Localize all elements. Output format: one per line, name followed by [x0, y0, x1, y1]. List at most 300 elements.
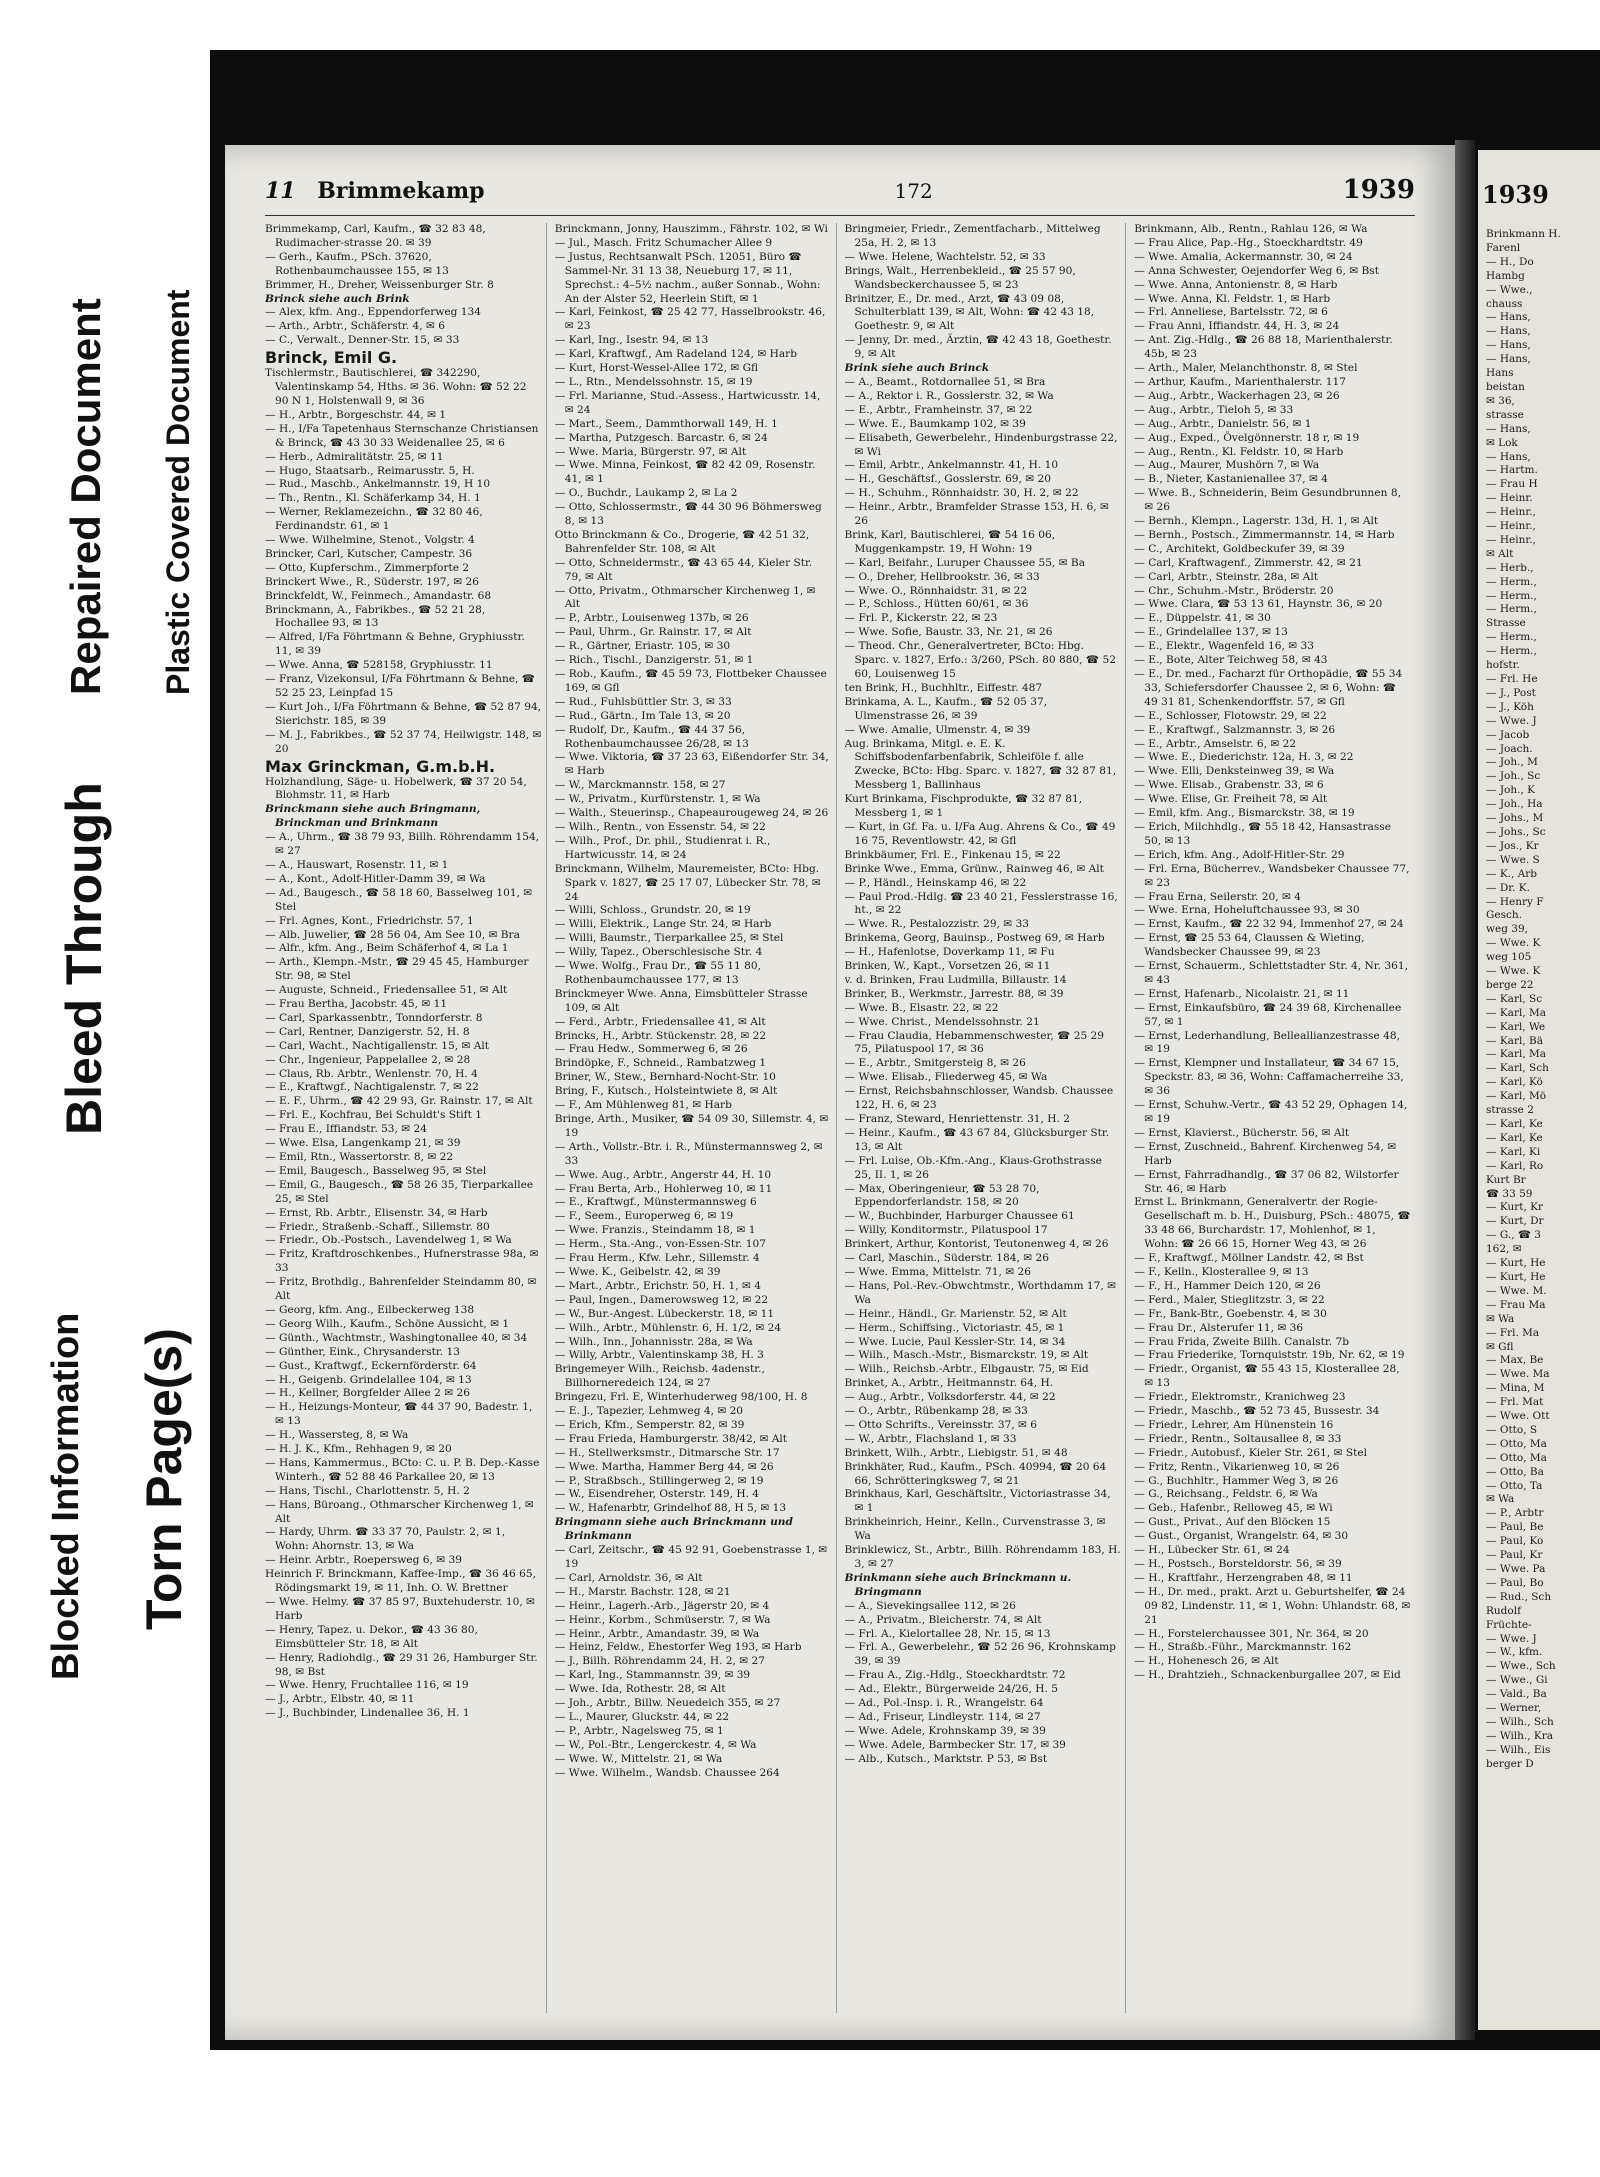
facing-page-entry: — Otto, Ma: [1486, 1451, 1547, 1464]
facing-page-entry: — K., Arb: [1486, 867, 1538, 880]
directory-entry: — Wwe. Christ., Mendelssohnstr. 21: [844, 1015, 1040, 1028]
directory-entry: — H., Geschäftsf., Gosslerstr. 69, ✉ 20: [844, 473, 1052, 486]
directory-entry: — Wwe. Emma, Mittelstr. 71, ✉ 26: [844, 1265, 1031, 1278]
directory-entry: — Frl. A., Kielortallee 28, Nr. 15, ✉ 13: [844, 1627, 1051, 1640]
facing-page-entry: Hambg: [1486, 269, 1525, 282]
directory-entry: — W., Privatm., Kurfürstenstr. 1, ✉ Wa: [554, 793, 761, 806]
directory-entry: — Erich, Kfm., Semperstr. 82, ✉ 39: [554, 1418, 745, 1431]
directory-entry: — Willy, Arbtr., Valentinskamp 38, H. 3: [554, 1349, 764, 1362]
directory-entry: — E., Elektr., Wagenfeld 16, ✉ 33: [1134, 640, 1314, 653]
directory-entry: — Friedr., Organist, ☎ 55 43 15, Klosterallee 28, ✉ 13: [1134, 1363, 1400, 1390]
directory-entry: — Wwe. Erna, Hoheluftchaussee 93, ✉ 30: [1134, 904, 1360, 917]
facing-page-entry: Strasse: [1486, 617, 1526, 630]
facing-page-entry: — Otto, Ba: [1486, 1465, 1544, 1478]
directory-entry: — Gust., Privat., Auf den Blöcken 15: [1134, 1516, 1331, 1529]
facing-page-entry: beistan: [1486, 380, 1525, 393]
directory-entry: — Erich, kfm. Ang., Adolf-Hitler-Str. 29: [1134, 848, 1345, 861]
directory-entry: — Wwe. Wolfg., Frau Dr., ☎ 55 11 80, Rothenbaumchaussee 177, ✉ 13: [554, 960, 761, 986]
directory-entry: — Wwe. Clara, ☎ 53 13 61, Haynstr. 36, ✉ 20: [1134, 598, 1383, 611]
directory-entry: — Rudolf, Dr., Kaufm., ☎ 44 37 56, Rothenbaumchaussee 26/28, ✉ 13: [554, 723, 749, 750]
facing-page-entry: ✉ Alt: [1486, 547, 1514, 560]
facing-page-entry: — Heinr.: [1486, 492, 1533, 505]
directory-entry: — Frau E., Iffiandstr. 53, ✉ 24: [265, 1123, 428, 1136]
facing-page-entry: — Wwe. Ott: [1486, 1410, 1550, 1423]
directory-entry: — Walth., Steuerinsp., Chapeaurougeweg 24, ✉ 26: [554, 807, 829, 820]
directory-entry: — Ferd., Maler, Stieglitzstr. 3, ✉ 22: [1134, 1293, 1325, 1306]
directory-entry: Bringmann siehe auch Brinckmann und Brinkmann: [554, 1516, 793, 1543]
directory-entry: — Arthur, Kaufm., Marienthalerstr. 117: [1134, 375, 1346, 388]
directory-entry: — B., Nieter, Kastanienallee 37, ✉ 4: [1134, 473, 1328, 486]
directory-entry: — Carl, Wacht., Nachtigallenstr. 15, ✉ Alt: [265, 1039, 490, 1052]
section-name: Brimmekamp: [317, 178, 485, 204]
facing-page-entry: — Paul, Kr: [1486, 1549, 1543, 1562]
directory-entry: — Aug., Arbtr., Tieloh 5, ✉ 33: [1134, 403, 1294, 416]
directory-entry: Brinkert, Arthur, Kontorist, Teutonenweg 4, ✉ 26: [844, 1238, 1109, 1251]
directory-entry: — Chr., Schuhm.-Mstr., Bröderstr. 20: [1134, 584, 1334, 597]
directory-entry: — Frau A., Zig.-Hdlg., Stoeckhardtstr. 72: [844, 1669, 1066, 1682]
directory-entry: — Alb., Kutsch., Marktstr. P 53, ✉ Bst: [844, 1752, 1048, 1765]
directory-entry: — Heinr., Korbm., Schmüserstr. 7, ✉ Wa: [554, 1613, 771, 1626]
facing-page-entry: — Wwe. K: [1486, 965, 1541, 978]
facing-page-entry: — Kurt, He: [1486, 1270, 1546, 1283]
facing-page-entry: — Karl, We: [1486, 1020, 1546, 1033]
directory-entry: — Wwe. Elise, Gr. Freiheit 78, ✉ Alt: [1134, 793, 1328, 806]
facing-page-entry: — Heinr.,: [1486, 506, 1536, 519]
directory-entry: — Carl, Sparkassenbtr., Tonndorferstr. 8: [265, 1011, 483, 1024]
directory-entry: Kurt Brinkama, Fischprodukte, ☎ 32 87 81, Messberg 1, ✉ 1: [844, 793, 1083, 820]
facing-page-entry: — Wwe. M.: [1486, 1284, 1547, 1297]
facing-page-entry: — Wwe. K: [1486, 937, 1541, 950]
facing-page-entry: — Karl, Ma: [1486, 1048, 1547, 1061]
directory-entry: — W., Pol.-Btr., Lengerckestr. 4, ✉ Wa: [554, 1738, 757, 1751]
directory-entry: — E., Düppelstr. 41, ✉ 30: [1134, 612, 1271, 625]
directory-entry: — Karl, Beifahr., Luruper Chaussee 55, ✉ Ba: [844, 556, 1086, 569]
directory-entry: — Otto Schrifts., Vereinsstr. 37, ✉ 6: [844, 1418, 1038, 1431]
directory-entry: Brinket, A., Arbtr., Heitmannstr. 64, H.: [844, 1377, 1054, 1390]
directory-entry: — H., Straßb.-Führ., Marckmannstr. 162: [1134, 1641, 1352, 1654]
directory-entry: — Werner, Reklamezeichn., ☎ 32 80 46, Ferdinandstr. 61, ✉ 1: [265, 506, 483, 533]
directory-entry: — C., Verwalt., Denner-Str. 15, ✉ 33: [265, 334, 460, 347]
directory-entry: — Wwe. Adele, Krohnskamp 39, ✉ 39: [844, 1724, 1046, 1737]
directory-entry: — Bernh., Klempn., Lagerstr. 13d, H. 1, ✉ Alt: [1134, 515, 1379, 528]
facing-page-entry: — Karl, Ke: [1486, 1118, 1543, 1130]
facing-page-entry: Rudolf: [1486, 1604, 1521, 1617]
directory-entry: — Ad., Pol.-Insp. i. R., Wrangelstr. 64: [844, 1697, 1044, 1710]
directory-entry: — Rud., Fuhlsbüttler Str. 3, ✉ 33: [554, 695, 732, 708]
directory-entry: — Wwe. Elisab., Fliederweg 45, ✉ Wa: [844, 1071, 1048, 1084]
directory-entry: — Aug., Rentn., Kl. Feldstr. 10, ✉ Harb: [1134, 445, 1344, 458]
directory-entry: — J., Arbtr., Elbstr. 40, ✉ 11: [265, 1693, 415, 1706]
directory-entry: — Mart., Seem., Dammthorwall 149, H. 1: [554, 417, 778, 430]
directory-entry: — A., Hauswart, Rosenstr. 11, ✉ 1: [265, 858, 449, 871]
directory-entry: — Frl. Erna, Bücherrev., Wandsbeker Chaussee 77, ✉ 23: [1134, 862, 1410, 889]
directory-entry: — Aug., Exped., Övelgönnerstr. 18 r, ✉ 19: [1134, 431, 1360, 444]
directory-entry: — Wwe. R., Pestalozzistr. 29, ✉ 33: [844, 918, 1030, 931]
directory-entry: — Ernst, Klavierst., Bücherstr. 56, ✉ Alt: [1134, 1126, 1350, 1139]
directory-entry: — E., Arbtr., Framheinstr. 37, ✉ 22: [844, 403, 1033, 416]
directory-entry: — Auguste, Schneid., Friedensallee 51, ✉ Alt: [265, 984, 508, 997]
directory-entry: — Wwe. O., Rönnhaidstr. 31, ✉ 22: [844, 584, 1028, 597]
facing-page-entry: — Karl, Ma: [1486, 1006, 1547, 1019]
directory-entry: — Wwe. Henry, Fruchtallee 116, ✉ 19: [265, 1679, 469, 1692]
facing-page-column: [1486, 228, 1600, 1772]
directory-entry: Brincks, H., Arbtr. Stückenstr. 28, ✉ 22: [554, 1029, 767, 1042]
directory-entry: — Hans, Pol.-Rev.-Obwchtmstr., Worthdamm 17, ✉ Wa: [844, 1279, 1116, 1306]
facing-page-entry: — Otto, S: [1486, 1423, 1538, 1436]
directory-entry: — Rob., Kaufm., ☎ 45 59 73, Flottbeker Chaussee 169, ✉ Gfl: [554, 668, 827, 694]
facing-page-entry: — Otto, Ma: [1486, 1437, 1547, 1450]
directory-entry: — Frl. P., Kickerstr. 22, ✉ 23: [844, 612, 998, 625]
directory-entry: — E., Dr. med., Facharzt für Orthopädie, ☎ 55 34 33, Schiefersdorfer Chaussee 2, ✉ 6, Wohn: ☎ 49 31 81, Schenkendorffstr. 57, ✉ Gfl: [1134, 668, 1403, 708]
directory-entry: — Fr., Bank-Btr., Goebenstr. 4, ✉ 30: [1134, 1307, 1327, 1320]
directory-entry: — Jenny, Dr. med., Ärztin, ☎ 42 43 18, Goethestr. 9, ✉ Alt: [844, 334, 1112, 361]
directory-entry: Brinker, B., Werkmstr., Jarrestr. 88, ✉ 39: [844, 987, 1064, 1000]
directory-entry: — J., Billh. Röhrendamm 24, H. 2, ✉ 27: [554, 1655, 766, 1668]
facing-page-entry: — Vald., Ba: [1486, 1688, 1547, 1701]
directory-entry: — Friedr., Rentn., Soltausallee 8, ✉ 33: [1134, 1432, 1342, 1445]
facing-page-entry: ✉ Wa: [1486, 1312, 1515, 1325]
directory-entry: — W., Bur.-Angest. Lübeckerstr. 18, ✉ 11: [554, 1307, 775, 1320]
directory-entry: — H., Geigenb. Grindelallee 104, ✉ 13: [265, 1373, 472, 1386]
facing-page-entry: — Frl. Ma: [1486, 1326, 1540, 1339]
directory-entry: — Günther, Eink., Chrysanderstr. 13: [265, 1345, 460, 1358]
facing-page-entry: — H., Do: [1486, 255, 1534, 268]
directory-entry: — Claus, Rb. Arbtr., Wenlenstr. 70, H. 4: [265, 1067, 478, 1080]
directory-entry: — P., Straßbsch., Stillingerweg 2, ✉ 19: [554, 1474, 764, 1487]
directory-entry: — Ernst, Kaufm., ☎ 22 32 94, Immenhof 27, ✉ 24: [1134, 918, 1404, 931]
directory-entry: Brinckmann, Wilhelm, Mauremeister, BCto: Hbg. Spark v. 1827, ☎ 25 17 07, Lübecker Str. 78, ✉ 24: [554, 862, 821, 903]
directory-entry: — Arth., Vollstr.-Btr. i. R., Münstermannsweg 2, ✉ 33: [554, 1140, 823, 1167]
facing-page-entry: — Frl. Mat: [1486, 1396, 1544, 1409]
directory-entry: — O., Buchdr., Laukamp 2, ✉ La 2: [554, 487, 738, 500]
directory-entry: — Fritz, Kraftdroschkenbes., Hufnerstrasse 98a, ✉ 33: [265, 1248, 539, 1275]
directory-column-2: [555, 223, 837, 2013]
directory-entry: — Fritz, Brothdlg., Bahrenfelder Steindamm 80, ✉ Alt: [265, 1276, 537, 1303]
directory-entry: — Frl. A., Gewerbelehr., ☎ 52 26 96, Krohnskamp 39, ✉ 39: [844, 1641, 1116, 1668]
directory-entry: — Carl, Kraftwagenf., Zimmerstr. 42, ✉ 21: [1134, 556, 1363, 569]
directory-entry: — Heinr., Lagerh.-Arb., Jägerstr 20, ✉ 4: [554, 1599, 770, 1612]
directory-entry: — Franz, Steward, Henriettenstr. 31, H. 2: [844, 1113, 1070, 1125]
directory-entry: — Ernst, Reichsbahnschlosser, Wandsb. Chaussee 122, H. 6, ✉ 23: [844, 1085, 1114, 1112]
directory-entry: — Mart., Arbtr., Erichstr. 50, H. 1, ✉ 4: [554, 1279, 761, 1292]
directory-entry: — Wwe. Franzis., Steindamm 18, ✉ 1: [554, 1224, 756, 1237]
running-head: [265, 178, 485, 204]
directory-entry: — Gust., Kraftwgf., Eckernförderstr. 64: [265, 1359, 477, 1372]
facing-page-entry: — Jos., Kr: [1486, 839, 1539, 852]
directory-entry: — Heinr., Kaufm., ☎ 43 67 84, Glücksburger Str. 13, ✉ Alt: [844, 1126, 1110, 1153]
facing-page-entry: — Kurt, He: [1486, 1257, 1546, 1270]
directory-entry: — Ernst, Fahrradhandlg., ☎ 37 06 82, Wilstorfer Str. 46, ✉ Harb: [1134, 1168, 1399, 1195]
directory-entry: Brimmer, H., Dreher, Weissenburger Str. 8: [265, 278, 494, 291]
directory-column-1: [265, 223, 547, 2013]
facing-page-entry: weg 39,: [1486, 923, 1528, 936]
directory-entry: — Rud., Maschb., Ankelmannstr. 19, H 10: [265, 478, 491, 491]
directory-entry: — Heinr., Arbtr., Amandastr. 39, ✉ Wa: [554, 1627, 760, 1640]
directory-entry: — Carl, Rentner, Danzigerstr. 52, H. 8: [265, 1025, 470, 1038]
directory-entry: — E., Bote, Alter Teichweg 58, ✉ 43: [1134, 654, 1328, 667]
facing-page-entry: — Frau H: [1486, 478, 1538, 491]
directory-entry: — Arth., Arbtr., Schäferstr. 4, ✉ 6: [265, 320, 445, 333]
directory-entry: Brindöpke, F., Schneid., Rambatzweg 1: [554, 1057, 767, 1070]
directory-entry: — Wwe. Martha, Hammer Berg 44, ✉ 26: [554, 1460, 774, 1473]
directory-entry: — Wwe. Helene, Wachtelstr. 52, ✉ 33: [844, 250, 1046, 263]
directory-entry: — Willi, Schloss., Grundstr. 20, ✉ 19: [554, 904, 751, 917]
facing-page-entry: — Wwe. J: [1486, 1632, 1537, 1645]
directory-entry: — E., Arbtr., Amselstr. 6, ✉ 22: [1134, 737, 1297, 750]
directory-entry: — Frl. Luise, Ob.-Kfm.-Ang., Klaus-Grothstrasse 25, II. 1, ✉ 26: [844, 1154, 1102, 1181]
facing-page-entry: — Joh., Ha: [1486, 798, 1543, 811]
directory-entry: — Frau Berta, Arb., Hohlerweg 10, ✉ 11: [554, 1182, 773, 1195]
facing-page-entry: — Karl, Kö: [1486, 1076, 1543, 1089]
directory-entry: — Willy, Tapez., Oberschlesische Str. 4: [554, 946, 763, 959]
facing-page-entry: — Herb.,: [1486, 561, 1534, 574]
directory-entry: Holzhandlung, Säge- u. Hobelwerk, ☎ 37 20 54, Blohmstr. 11, ✉ Harb: [265, 775, 527, 802]
directory-entry: — E., Kraftwgf., Münstermannsweg 6: [554, 1196, 757, 1209]
directory-entry: — Frau Friederike, Tornquiststr. 19b, Nr. 62, ✉ 19: [1134, 1349, 1405, 1362]
directory-entry: — Rich., Tischl., Danzigerstr. 51, ✉ 1: [554, 654, 754, 667]
directory-entry: — Rud., Gärtn., Im Tale 13, ✉ 20: [554, 709, 731, 722]
directory-entry: — Friedr., Elektromstr., Kranichweg 23: [1134, 1391, 1346, 1404]
directory-entry: — Hans, Büroang., Othmarscher Kirchenweg 1, ✉ Alt: [265, 1498, 534, 1525]
directory-entry: — Hans, Kammermus., BCto: C. u. P. B. Dep.-Kasse Winterh., ☎ 52 88 46 Parkallee 20, ✉ 13: [265, 1456, 540, 1483]
directory-entry: — P., Arbtr., Louisenweg 137b, ✉ 26: [554, 612, 749, 625]
facing-page-entry: — Jacob: [1486, 728, 1530, 741]
directory-entry: — Hugo, Staatsarb., Reimarusstr. 5, H.: [265, 464, 475, 477]
facing-page-entry: — Wwe. Pa: [1486, 1563, 1546, 1575]
page-year: 1939: [1342, 175, 1415, 205]
repaired-document-label: Repaired Document: [62, 298, 109, 695]
directory-entry: Bringemeyer Wilh., Reichsb. 4adenstr., Billhorneredeich 124, ✉ 27: [554, 1363, 765, 1390]
facing-page-entry: — J., Post: [1486, 686, 1536, 699]
facing-page-entry: — Karl, Ke: [1486, 1131, 1543, 1144]
directory-entry: — G., Buchhltr., Hammer Weg 3, ✉ 26: [1134, 1474, 1339, 1487]
directory-entry: — Wilh., Arbtr., Mühlenstr. 6, H. 1/2, ✉ 24: [554, 1321, 782, 1334]
directory-entry: — Ad., Friseur, Lindleystr. 114, ✉ 27: [844, 1710, 1041, 1723]
directory-entry: — Wilh., Inn., Johannisstr. 28a, ✉ Wa: [554, 1335, 753, 1348]
directory-entry: — M. J., Fabrikbes., ☎ 52 37 74, Heilwigstr. 148, ✉ 20: [265, 728, 542, 755]
plastic-covered-document-label: Plastic Covered Document: [160, 289, 196, 695]
directory-entry: — Franz, Vizekonsul, I/Fa Föhrtmann & Behne, ☎ 52 25 23, Leinpfad 15: [265, 673, 535, 699]
facing-page-entry: — P., Arbtr: [1486, 1507, 1544, 1520]
facing-page-entry: — Karl, Sc: [1486, 992, 1543, 1005]
directory-entry: — Heinr. Arbtr., Roepersweg 6, ✉ 39: [265, 1554, 462, 1567]
directory-entry: — P., Händl., Heinskamp 46, ✉ 22: [844, 876, 1027, 889]
facing-page-entry: — Herm.,: [1486, 575, 1537, 588]
directory-entry: — Wwe. Maria, Bürgerstr. 97, ✉ Alt: [554, 445, 747, 458]
directory-entry: — H., Marstr. Bachstr. 128, ✉ 21: [554, 1585, 731, 1598]
directory-entry: — Ernst, Klempner und Installateur, ☎ 34 67 15, Speckstr. 83, ✉ 36, Wohn: Caffamacherreihe 33, ✉ 36: [1134, 1057, 1404, 1098]
directory-entry: — Joh., Arbtr., Billw. Neuedeich 355, ✉ 27: [554, 1697, 781, 1710]
directory-entry: — Wwe. Amalie, Ulmenstr. 4, ✉ 39: [844, 723, 1031, 736]
book-gutter: [1455, 140, 1475, 2040]
directory-entry: — Arth., Klempn.-Mstr., ☎ 29 45 45, Hamburger Str. 98, ✉ Stel: [265, 956, 529, 983]
facing-page-entry: — Johs., Sc: [1486, 825, 1546, 838]
directory-entry: — F., Am Mühlenweg 81, ✉ Harb: [554, 1099, 732, 1112]
facing-page-entry: — Herm.,: [1486, 603, 1537, 616]
directory-entry: — Karl, Kraftwgf., Am Radeland 124, ✉ Harb: [554, 348, 798, 361]
directory-entry: — Ernst, Schuhw.-Vertr., ☎ 43 52 29, Ophagen 14, ✉ 19: [1134, 1099, 1408, 1125]
directory-entry: — L., Rtn., Mendelssohnstr. 15, ✉ 19: [554, 375, 753, 388]
directory-entry: — Ernst, Schauerm., Schlettstadter Str. 4, Nr. 361, ✉ 43: [1134, 960, 1408, 986]
facing-page-entry: — Otto, Ta: [1486, 1479, 1543, 1492]
directory-entry: Brinckmann, A., Fabrikbes., ☎ 52 21 28, Hochallee 93, ✉ 13: [265, 603, 486, 630]
directory-entry: Brinke Wwe., Emma, Grünw., Rainweg 46, ✉ Alt: [844, 862, 1104, 875]
directory-entry: — Frau Frida, Zweite Billh. Canalstr. 7b: [1134, 1335, 1350, 1348]
facing-page-entry: — Karl, Sch: [1486, 1062, 1549, 1075]
directory-entry: — Frau Alice, Pap.-Hg., Stoeckhardtstr. 49: [1134, 236, 1363, 249]
directory-entry: — W., Eisendreher, Osterstr. 149, H. 4: [554, 1488, 760, 1501]
directory-entry: — Aug., Arbtr., Wackerhagen 23, ✉ 26: [1134, 389, 1340, 402]
directory-entry: — Geb., Hafenbr., Relloweg 45, ✉ Wi: [1134, 1502, 1333, 1515]
directory-entry: — Wwe. Elli, Denksteinweg 39, ✉ Wa: [1134, 765, 1335, 778]
facing-page-entry: — Wilh., Sch: [1486, 1715, 1554, 1728]
directory-entry: — H., Arbtr., Borgeschstr. 44, ✉ 1: [265, 408, 447, 421]
directory-entry: Bringezu, Frl. E, Winterhuderweg 98/100, H. 8: [554, 1391, 808, 1404]
facing-page-entry: — Joh., M: [1486, 756, 1538, 769]
directory-entry: — Frau Erna, Seilerstr. 20, ✉ 4: [1134, 890, 1301, 903]
directory-entry: — Jul., Masch. Fritz Schumacher Allee 9: [554, 236, 773, 249]
directory-entry: — E., Arbtr., Smitgersteig 8, ✉ 26: [844, 1057, 1026, 1070]
directory-entry: Tischlermstr., Bautischlerei, ☎ 342290, Valentinskamp 54, Hths. ✉ 36. Wohn: ☎ 52 22 90 N 1, Holstenwall 9, ✉ 36: [265, 367, 527, 407]
directory-entry: — Frau Frieda, Hamburgerstr. 38/42, ✉ Alt: [554, 1432, 788, 1445]
directory-entry: — Günth., Wachtmstr., Washingtonallee 40, ✉ 34: [265, 1331, 528, 1344]
facing-page-entry: — Kurt, Kr: [1486, 1201, 1543, 1214]
directory-entry: — Erich, Milchhdlg., ☎ 55 18 42, Hansastrasse 50, ✉ 13: [1134, 820, 1391, 847]
facing-page-entry: berger D: [1486, 1757, 1534, 1770]
directory-entry: Brings, Walt., Herrenbekleid., ☎ 25 57 90, Wandsbeckerchaussee 5, ✉ 23: [844, 264, 1076, 291]
directory-entry: Brinklewicz, St., Arbtr., Billh. Röhrendamm 183, H. 3, ✉ 27: [844, 1544, 1121, 1570]
directory-entry: — P., Schloss., Hütten 60/61, ✉ 36: [844, 598, 1029, 611]
facing-page-entry: — Wwe. J: [1486, 714, 1537, 727]
directory-entry: Brinckmann siehe auch Bringmann, Brinckman und Brinkmann: [265, 803, 481, 830]
directory-entry: Otto Brinckmann & Co., Drogerie, ☎ 42 51 32, Bahrenfelder Str. 108, ✉ Alt: [554, 528, 810, 555]
directory-entry: — E. F., Uhrm., ☎ 42 29 93, Gr. Rainstr. 17, ✉ Alt: [265, 1095, 533, 1108]
directory-entry: — Otto, Schlossermstr., ☎ 44 30 96 Böhmersweg 8, ✉ 13: [554, 501, 822, 528]
directory-entry: — F., H., Hammer Deich 120, ✉ 26: [1134, 1279, 1321, 1292]
directory-entry: — Wilh., Rentn., von Essenstr. 54, ✉ 22: [554, 820, 766, 833]
directory-entry: — H., Heizungs-Monteur, ☎ 44 37 90, Badestr. 1, ✉ 13: [265, 1401, 533, 1428]
facing-page-entry: ☎ 33 59: [1486, 1187, 1533, 1200]
directory-entry: — Karl, Ing., Stammannstr. 39, ✉ 39: [554, 1669, 751, 1682]
directory-entry: — H., Kellner, Borgfelder Allee 2 ✉ 26: [265, 1387, 470, 1400]
directory-entry: — A., Sievekingsallee 112, ✉ 26: [844, 1599, 1016, 1612]
facing-page-entry: — Karl, Ki: [1486, 1145, 1541, 1158]
directory-entry: — Ernst, ☎ 25 53 64, Claussen & Wieting, Wandsbecker Chaussee 99, ✉ 23: [1134, 932, 1365, 959]
directory-entry: — Paul Prod.-Hdlg. ☎ 23 40 21, Fesslerstrasse 16, ht., ✉ 22: [844, 890, 1118, 917]
facing-page-entry: — Wwe., Gi: [1486, 1674, 1548, 1687]
directory-entry: Brinckmann, Jonny, Hauszimm., Fährstr. 102, ✉ Wi: [554, 223, 828, 235]
facing-page-entry: — Mina, M: [1486, 1382, 1545, 1395]
facing-page-entry: weg 105: [1486, 951, 1532, 964]
directory-entry: — J., Buchbinder, Lindenallee 36, H. 1: [265, 1707, 470, 1720]
directory-entry: Brinkett, Wilh., Arbtr., Liebigstr. 51, ✉ 48: [844, 1446, 1068, 1459]
facing-page-entry: — Wilh., Eis: [1486, 1743, 1551, 1756]
directory-entry: — Elisabeth, Gewerbelehr., Hindenburgstrasse 22, ✉ Wi: [844, 431, 1118, 458]
directory-entry: — Wwe. Wilhelmine, Stenot., Volgstr. 4: [265, 534, 475, 547]
directory-entry: — Ferd., Arbtr., Friedensallee 41, ✉ Alt: [554, 1015, 766, 1028]
directory-entry: — Herm., Sta.-Ang., von-Essen-Str. 107: [554, 1238, 766, 1251]
facing-page-entry: — Wilh., Kra: [1486, 1729, 1554, 1742]
directory-entry: — Emil, kfm. Ang., Bismarckstr. 38, ✉ 19: [1134, 807, 1355, 820]
directory-entry: — Frau Hedw., Sommerweg 6, ✉ 26: [554, 1043, 748, 1056]
facing-page-entry: Gesch.: [1486, 909, 1522, 922]
directory-entry: — E., Schlosser, Flotowstr. 29, ✉ 22: [1134, 709, 1327, 722]
facing-page-entry: — Karl, Bä: [1486, 1034, 1543, 1047]
directory-entry: — Wwe. Anna, ☎ 528158, Gryphiusstr. 11: [265, 659, 493, 672]
facing-page-entry: ✉ Gfl: [1486, 1340, 1514, 1353]
directory-entry: — Wwe. Amalia, Ackermannstr. 30, ✉ 24: [1134, 250, 1353, 263]
directory-entry: — H., Postsch., Borsteldorstr. 56, ✉ 39: [1134, 1558, 1342, 1570]
directory-entry: — Chr., Ingenieur, Pappelallee 2, ✉ 28: [265, 1053, 471, 1066]
facing-page-entry: — Hans,: [1486, 311, 1531, 324]
facing-page-entry: — Werner,: [1486, 1702, 1542, 1715]
directory-entry: — Friedr., Maschb., ☎ 52 73 45, Bussestr. 34: [1134, 1405, 1380, 1418]
directory-entry: Brinckert Wwe., R., Süderstr. 197, ✉ 26: [265, 575, 479, 588]
directory-entry: Brinkmann, Alb., Rentn., Rahlau 126, ✉ Wa: [1134, 223, 1368, 235]
facing-page-entry: — Herm.,: [1486, 631, 1537, 644]
directory-entry: — A., Rektor i. R., Gosslerstr. 32, ✉ Wa: [844, 389, 1054, 402]
directory-entry: Brinck, Emil G.: [265, 348, 398, 368]
directory-entry: — Wwe. Lucie, Paul Kessler-Str. 14, ✉ 34: [844, 1335, 1066, 1348]
directory-entry: — H., Kraftfahr., Herzengraben 48, ✉ 11: [1134, 1571, 1353, 1584]
directory-entry: — Wwe. E., Baumkamp 102, ✉ 39: [844, 417, 1026, 430]
directory-entry: — Karl, Feinkost, ☎ 25 42 77, Hasselbrookstr. 46, ✉ 23: [554, 306, 826, 333]
directory-entry: — E., Grindelallee 137, ✉ 13: [1134, 626, 1288, 639]
directory-entry: — Wilh., Reichsb.-Arbtr., Elbgaustr. 75, ✉ Eid: [844, 1363, 1089, 1376]
directory-entry: — Willy, Konditormstr., Pilatuspool 17: [844, 1224, 1048, 1237]
directory-entry: — G., Reichsang., Feldstr. 6, ✉ Wa: [1134, 1488, 1318, 1501]
directory-entry: — Georg, kfm. Ang., Eilbeckerweg 138: [265, 1303, 475, 1316]
directory-entry: Bring, F., Kutsch., Holsteintwiete 8, ✉ Alt: [554, 1085, 778, 1098]
directory-entry: — Carl, Maschin., Süderstr. 184, ✉ 26: [844, 1252, 1049, 1265]
directory-entry: — A., Beamt., Rotdornallee 51, ✉ Bra: [844, 375, 1046, 388]
facing-page-entry: ✉ Lok: [1486, 436, 1518, 449]
directory-entry: — Max, Oberingenieur, ☎ 53 28 70, Eppendorferlandstr. 158, ✉ 20: [844, 1182, 1040, 1209]
directory-entry: Brink, Karl, Bautischlerei, ☎ 54 16 06, Muggenkampstr. 19, H Wohn: 19: [844, 528, 1056, 555]
directory-entry: — Frl. Marianne, Stud.-Assess., Hartwicusstr. 14, ✉ 24: [554, 389, 821, 416]
blocked-information-label: Blocked Information: [45, 1312, 87, 1680]
directory-entry: — Ad., Elektr., Bürgerweide 24/26, H. 5: [844, 1683, 1058, 1696]
facing-page-entry: — Herm.,: [1486, 589, 1537, 602]
directory-entry: — W., Arbtr., Flachsland 1, ✉ 33: [844, 1432, 1017, 1445]
directory-entry: — E., Kraftwgf., Nachtigalenstr. 7, ✉ 22: [265, 1081, 479, 1094]
facing-page-entry: — Paul, Be: [1486, 1521, 1544, 1534]
section-number: 11: [265, 178, 296, 204]
directory-entry: — Friedr., Straßenb.-Schaff., Sillemstr. 80: [265, 1220, 490, 1233]
directory-entry: — Emil, G., Baugesch., ☎ 58 26 35, Tierparkallee 25, ✉ Stel: [265, 1178, 534, 1205]
directory-entry: Brinkmann siehe auch Brinckmann u. Bringmann: [844, 1571, 1072, 1598]
facing-page-entry: — Frau Ma: [1486, 1298, 1546, 1311]
scan-condition-labels: [0, 40, 210, 1990]
facing-page-entry: 162, ✉: [1486, 1243, 1522, 1256]
directory-entry: — W., Marckmannstr. 158, ✉ 27: [554, 779, 726, 792]
directory-entry: — H., Wassersteg, 8, ✉ Wa: [265, 1429, 409, 1442]
directory-entry: Max Grinckman, G.m.b.H.: [265, 756, 496, 776]
directory-entry: Bringe, Arth., Musiker, ☎ 54 09 30, Sillemstr. 4, ✉ 19: [554, 1113, 829, 1139]
facing-page-entry: — Hans,: [1486, 353, 1531, 366]
facing-page-entry: — Joh., Sc: [1486, 770, 1541, 783]
directory-entry: — Frl. Anneliese, Bartelsstr. 72, ✉ 6: [1134, 306, 1328, 319]
directory-entry: — H., Dr. med., prakt. Arzt u. Geburtshelfer, ☎ 24 09 82, Lindenstr. 11, ✉ 1, Wohn: Uhlandstr. 68, ✉ 21: [1134, 1585, 1411, 1626]
facing-page-entry: — Heinr.,: [1486, 520, 1536, 533]
directory-entry: Brinkama, A. L., Kaufm., ☎ 52 05 37, Ulmenstrasse 26, ✉ 39: [844, 695, 1048, 722]
facing-page-entry: Farenl: [1486, 241, 1521, 254]
directory-entry: — Heinr., Arbtr., Bramfelder Strasse 153, H. 6, ✉ 26: [844, 501, 1109, 528]
directory-entry: — Emil, Baugesch., Basselweg 95, ✉ Stel: [265, 1164, 487, 1177]
facing-page-entry: — Hans,: [1486, 339, 1531, 352]
directory-entry: — Hans, Tischl., Charlottenstr. 5, H. 2: [265, 1484, 470, 1497]
directory-entry: — H., Stellwerksmstr., Ditmarsche Str. 17: [554, 1446, 780, 1459]
